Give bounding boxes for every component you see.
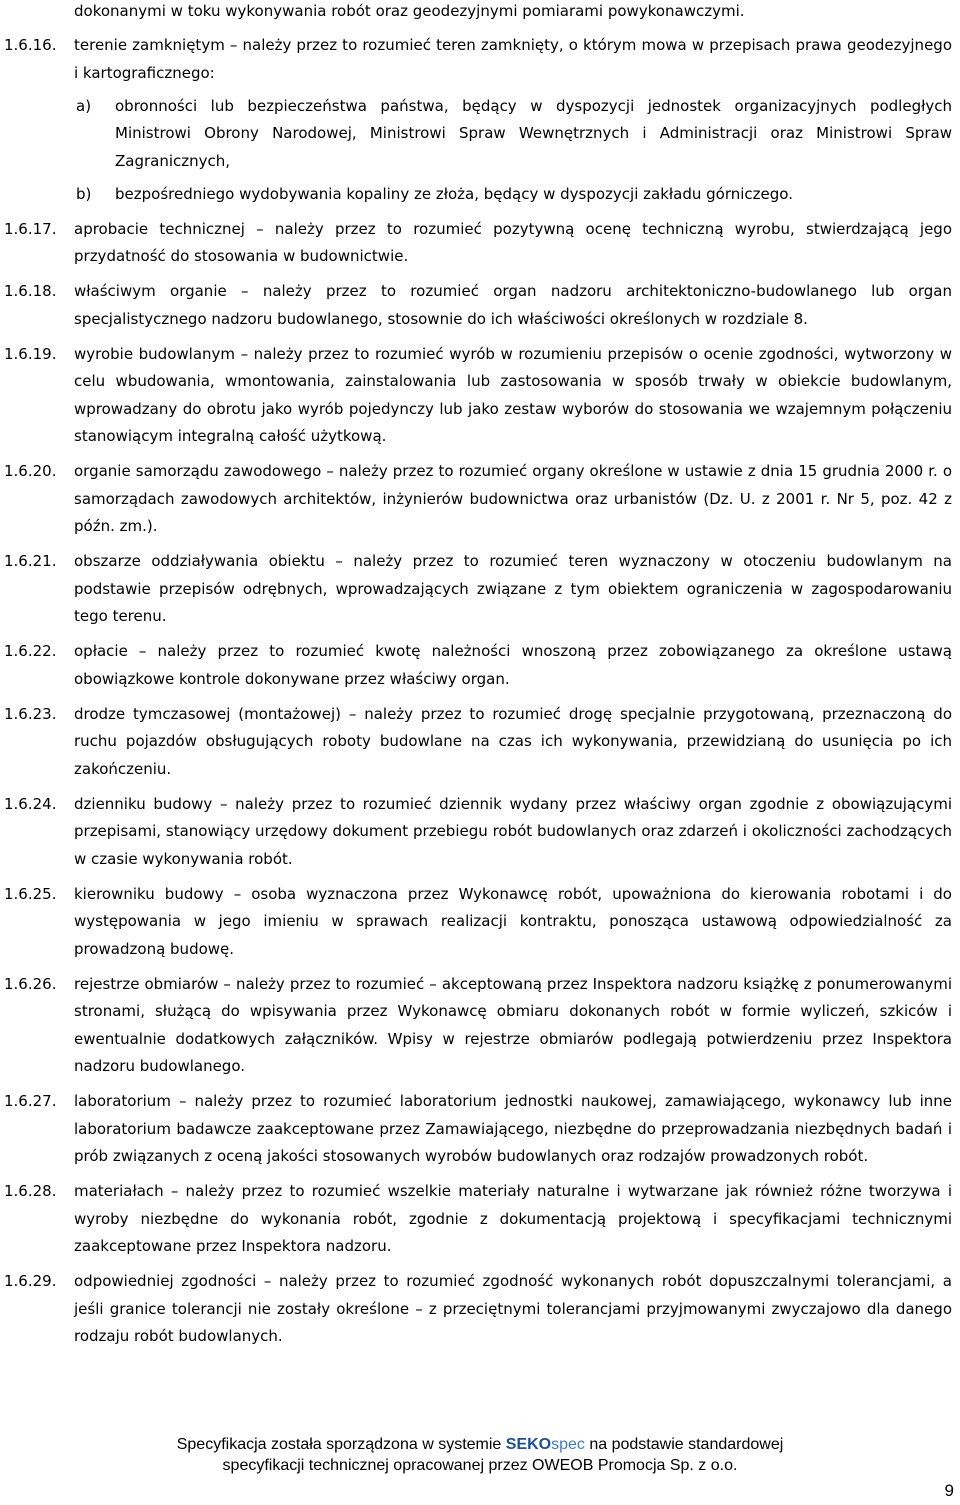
definition-text: właściwym organie – należy przez to rozumieć organ nadzoru architektoniczno-budowlanego lub organ specjalistycznego nadzoru budowlanego, stosownie do ich właściwości określonych w rozdziale 8. [74, 282, 952, 328]
definition-text: aprobacie technicznej – należy przez to rozumieć pozytywną ocenę techniczną wyrobu, stwierdzającą jego przydatność do stosowania w budownictwie. [74, 219, 952, 265]
brand-spec: spec [551, 1436, 585, 1453]
definition-text: organie samorządu zawodowego – należy przez to rozumieć organy określone w ustawie z dnia 15 grudnia 2000 r. o samorządach zawodowych architektów, inżynierów budownictwa oraz urbanistów (Dz. U. z 2001 r. Nr 5, poz. 42 z późn. zm.). [74, 462, 952, 535]
definition-item [0, 341, 960, 451]
definition-number: 1.6.19. [4, 344, 57, 363]
definition-text: kierowniku budowy – osoba wyznaczona przez Wykonawcę robót, upoważniona do kierowania robotami i do występowania w jego imieniu w sprawach realizacji kontraktu, ponosząca ustawową odpowiedzialność za prowadzoną budowę. [74, 884, 952, 958]
definition-number: 1.6.28. [4, 1182, 57, 1200]
definition-item [0, 701, 960, 784]
page-footer [0, 1434, 960, 1476]
subitem-text: bezpośredniego wydobywania kopaliny ze złoża, będący w dyspozycji zakładu górniczego. [115, 184, 793, 203]
definition-item [0, 278, 960, 333]
definition-number: 1.6.29. [4, 1272, 57, 1290]
definitions-list [0, 32, 960, 1358]
definition-number: 1.6.23. [4, 704, 57, 723]
definition-number: 1.6.17. [4, 219, 57, 238]
definition-item [0, 1268, 960, 1351]
definition-text: obszarze oddziaływania obiektu – należy przez to rozumieć teren wyznaczony w otoczeniu budowlanym na podstawie przepisów odrębnych, wprowadzających związane z tym obiektem ograniczenia w zagospodarowaniu tego terenu. [74, 552, 952, 625]
definition-item [0, 1178, 960, 1261]
page-number: 9 [944, 1481, 954, 1500]
definition-text: wyrobie budowlanym – należy przez to rozumieć wyrób w rozumieniu przepisów o ocenie zgodności, wytworzony w celu wbudowania, wmontowania, zainstalowania lub zastosowania w sposób trwały w obiekcie budowlanym, wprowadzany do obrotu jako wyrób pojedynczy lub jako zestaw wyborów do stosowania we wzajemnym połączeniu stanowiącym integralną całość użytkową. [74, 344, 952, 445]
definition-subitem [0, 181, 960, 209]
definition-text: materiałach – należy przez to rozumieć wszelkie materiały naturalne i wytwarzane jak również różne tworzywa i wyroby niezbędne do wykonania robót, zgodnie z dokumentacją projektową i specyfikacjami technicznymi zaakceptowane przez Inspektora nadzoru. [74, 1182, 952, 1255]
sekospec-logo [506, 1436, 585, 1453]
definition-item [0, 548, 960, 631]
definition-text: dzienniku budowy – należy przez to rozumieć dziennik wydany przez właściwy organ zgodnie z obowiązującymi przepisami, stanowiący urzędowy dokument przebiegu robót budowlanych oraz zdarzeń i okoliczności zachodzących w czasie wykonywania robót. [74, 794, 952, 868]
continuation-text: dokonanymi w toku wykonywania robót oraz geodezyjnymi pomiarami powykonawczymi. [74, 2, 745, 20]
subitem-label: a) [76, 96, 92, 115]
definition-item [0, 791, 960, 874]
definition-number: 1.6.18. [4, 282, 57, 300]
definition-text: odpowiedniej zgodności – należy przez to rozumieć zgodność wykonanych robót dopuszczalnymi tolerancjami, a jeśli granice tolerancji nie zostały określone – z przeciętnymi tolerancjami przyjmowanymi zwyczajowo dla danego rodzaju robót budowlanych. [74, 1272, 952, 1345]
definition-item [0, 971, 960, 1081]
definition-item [0, 216, 960, 271]
definition-number: 1.6.16. [4, 36, 57, 54]
definition-item [0, 638, 960, 693]
definition-number: 1.6.27. [4, 1092, 57, 1110]
subitem-text: obronności lub bezpieczeństwa państwa, będący w dyspozycji jednostek organizacyjnych podległych Ministrowi Obrony Narodowej, Ministrowi Spraw Wewnętrznych i Administracji oraz Ministrowi Spraw Zagranicznych, [115, 96, 952, 170]
footer-text-pre: Specyfikacja została sporządzona w systemie [176, 1436, 502, 1453]
definition-text: rejestrze obmiarów – należy przez to rozumieć – akceptowaną przez Inspektora nadzoru książkę z ponumerowanymi stronami, służącą do wpisywania przez Wykonawcę obmiaru dokonanych robót w formie wyliczeń, szkiców i ewentualnie dodatkowych załączników. Wpisy w rejestrze obmiarów podlegają potwierdzeniu przez Inspektora nadzoru budowlanego. [74, 974, 952, 1075]
definition-number: 1.6.21. [4, 552, 57, 570]
definition-number: 1.6.26. [4, 974, 57, 993]
definition-number: 1.6.20. [4, 462, 57, 480]
definition-number: 1.6.22. [4, 642, 57, 660]
definition-item [0, 32, 960, 208]
definition-item [0, 1088, 960, 1171]
definition-subitem [0, 93, 960, 176]
definition-number: 1.6.24. [4, 794, 57, 813]
brand-seko: SEKO [505, 1436, 552, 1453]
definition-text: laboratorium – należy przez to rozumieć laboratorium jednostki naukowej, zamawiającego, wykonawcy lub inne laboratorium badawcze zaakceptowane przez Zamawiającego, niezbędne do przeprowadzania niezbędnych badań i prób związanych z oceną jakości stosowanych wyrobów budowlanych oraz rodzajów prowadzonych robót. [74, 1092, 952, 1165]
definition-text: terenie zamkniętym – należy przez to rozumieć teren zamknięty, o którym mowa w przepisach prawa geodezyjnego i kartograficznego: [74, 36, 952, 82]
footer-line-1 [0, 1434, 960, 1455]
definition-item [0, 881, 960, 964]
definition-item [0, 458, 960, 541]
footer-line-2: specyfikacji technicznej opracowanej przez OWEOB Promocja Sp. z o.o. [222, 1457, 738, 1474]
footer-text-post: na podstawie standardowej [589, 1436, 784, 1453]
subitem-label: b) [76, 184, 92, 203]
definition-text: opłacie – należy przez to rozumieć kwotę należności wnoszoną przez zobowiązanego za określone ustawą obowiązkowe kontrole dokonywane przez właściwy organ. [74, 642, 952, 688]
definition-number: 1.6.25. [4, 884, 57, 903]
definition-text: drodze tymczasowej (montażowej) – należy przez to rozumieć drogę specjalnie przygotowaną, przeznaczoną do ruchu pojazdów obsługujących roboty budowlane na czas ich wykonywania, przewidzianą do usunięcia po ich zakończeniu. [74, 704, 952, 778]
